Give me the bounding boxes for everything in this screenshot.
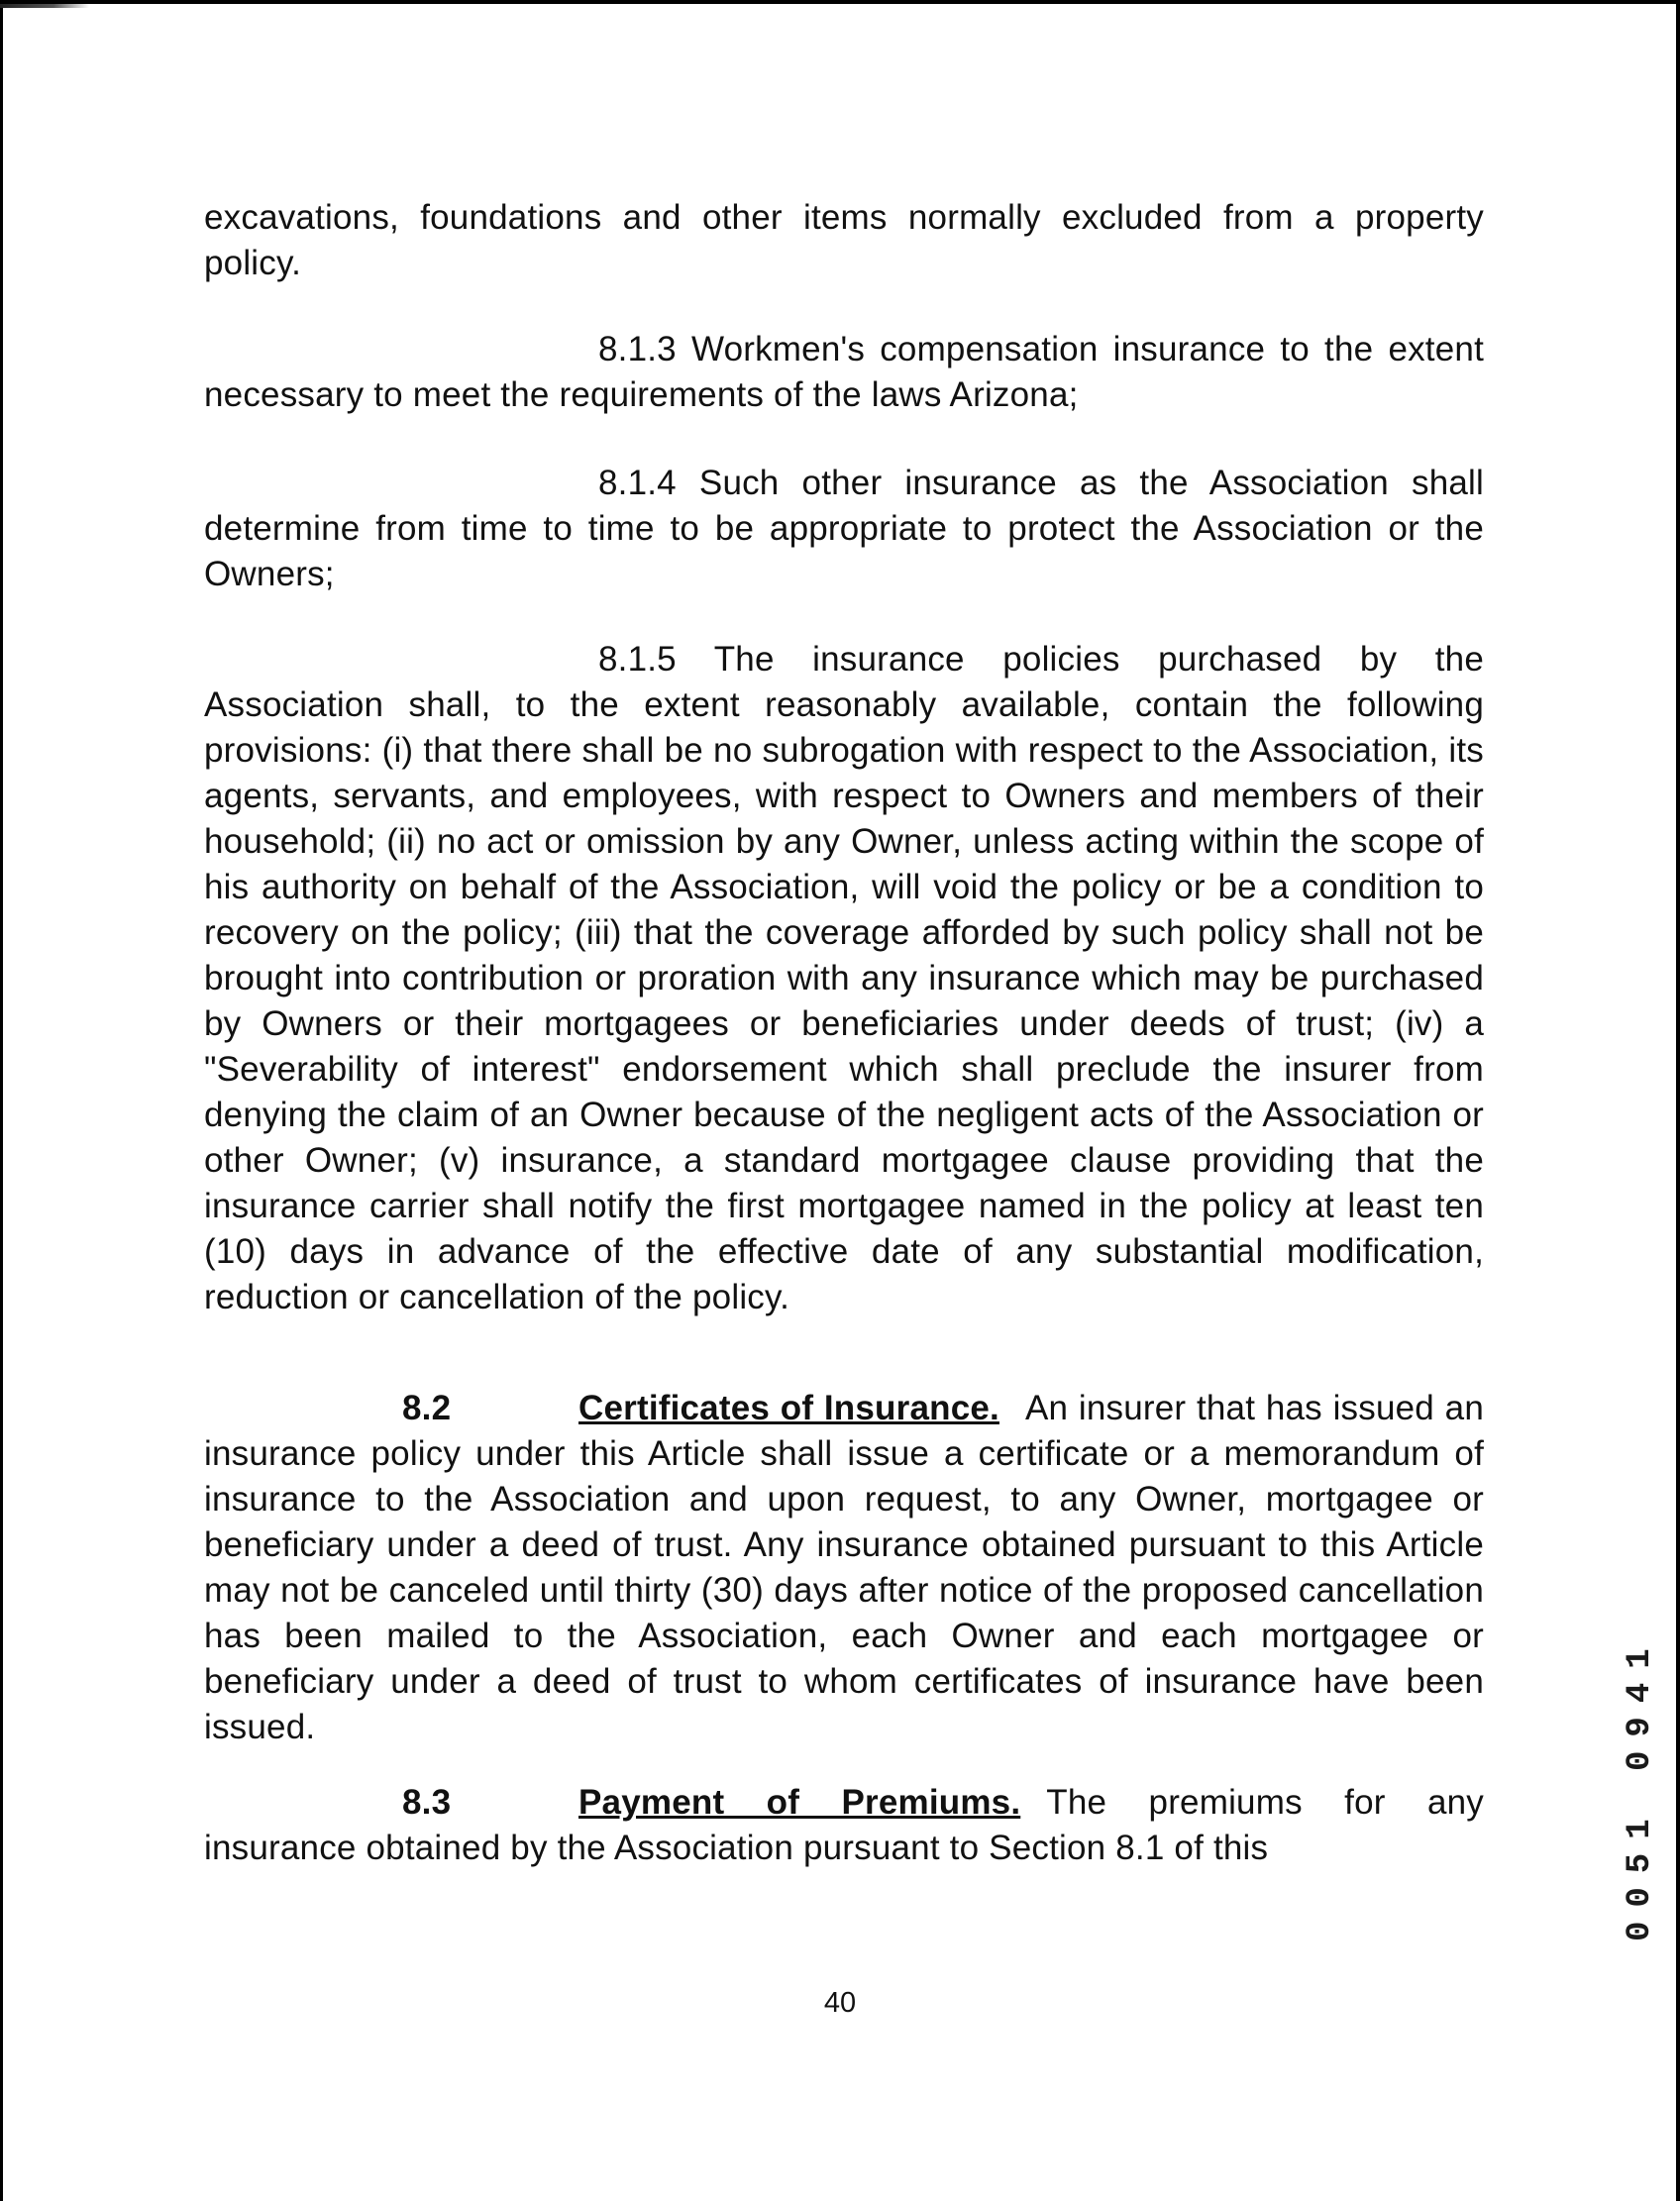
scan-border-top bbox=[0, 0, 1680, 4]
paragraph-8-1-4 bbox=[204, 461, 1484, 597]
section-body: The premiums for any insurance obtained by the Association pursuant to Section 8.1 of this bbox=[204, 1783, 1484, 1867]
page-number: 40 bbox=[823, 1987, 857, 2019]
scan-artifact-mark bbox=[0, 4, 89, 8]
paragraph-text: excavations, foundations and other items normally excluded from a property policy. bbox=[204, 198, 1484, 282]
paragraph-continuation bbox=[204, 195, 1484, 286]
document-stamp-text: 0051 0941 bbox=[1622, 1634, 1659, 1941]
section-number: 8.2 bbox=[402, 1389, 452, 1427]
scan-border-left bbox=[0, 0, 3, 2201]
scan-border-right bbox=[1676, 0, 1680, 2201]
section-title: Certificates of Insurance. bbox=[578, 1389, 999, 1427]
section-body: An insurer that has issued an insurance policy under this Article shall issue a certificate or a memorandum of insurance to the Association and upon request, to any Owner, mortgagee or beneficiary under a deed of trust. Any insurance obtained pursuant to this Article may not be canceled until thirty (30) days after notice of the proposed cancellation has been mailed to the Association, each Owner and each mortgagee or beneficiary under a deed of trust to whom certificates of insurance have been issued. bbox=[204, 1389, 1484, 1746]
paragraph-text: 8.1.4 Such other insurance as the Association shall determine from time to time to be appropriate to protect the Association or the Owners; bbox=[204, 464, 1484, 593]
paragraph-8-1-5 bbox=[204, 637, 1484, 1320]
section-8-2 bbox=[204, 1386, 1484, 1750]
paragraph-8-1-3 bbox=[204, 327, 1484, 418]
section-8-3 bbox=[204, 1780, 1484, 1871]
paragraph-text: 8.1.3 Workmen's compensation insurance to the extent necessary to meet the requirements of the laws Arizona; bbox=[204, 330, 1484, 414]
section-title: Payment of Premiums. bbox=[578, 1783, 1021, 1822]
paragraph-text: 8.1.5 The insurance policies purchased by the Association shall, to the extent reasonably available, contain the following provisions: (i) that there shall be no subrogation with respect to the Association, its agents, servants, and employees, with respect to Owners and members of their household; (ii) no act or omission by any Owner, unless acting within the scope of his authority on behalf of the Association, will void the policy or be a condition to recovery on the policy; (iii) that the coverage afforded by such policy shall not be brought into contribution or proration with any insurance which may be purchased by Owners or their mortgagees or beneficiaries under deeds of trust; (iv) a "Severability of interest" endorsement which shall preclude the insurer from denying the claim of an Owner because of the negligent acts of the Association or other Owner; (v) insurance, a standard mortgagee clause providing that the insurance carrier shall notify the first mortgagee named in the policy at least ten (10) days in advance of the effective date of any substantial modification, reduction or cancellation of the policy. bbox=[204, 640, 1484, 1316]
section-number: 8.3 bbox=[402, 1783, 452, 1822]
